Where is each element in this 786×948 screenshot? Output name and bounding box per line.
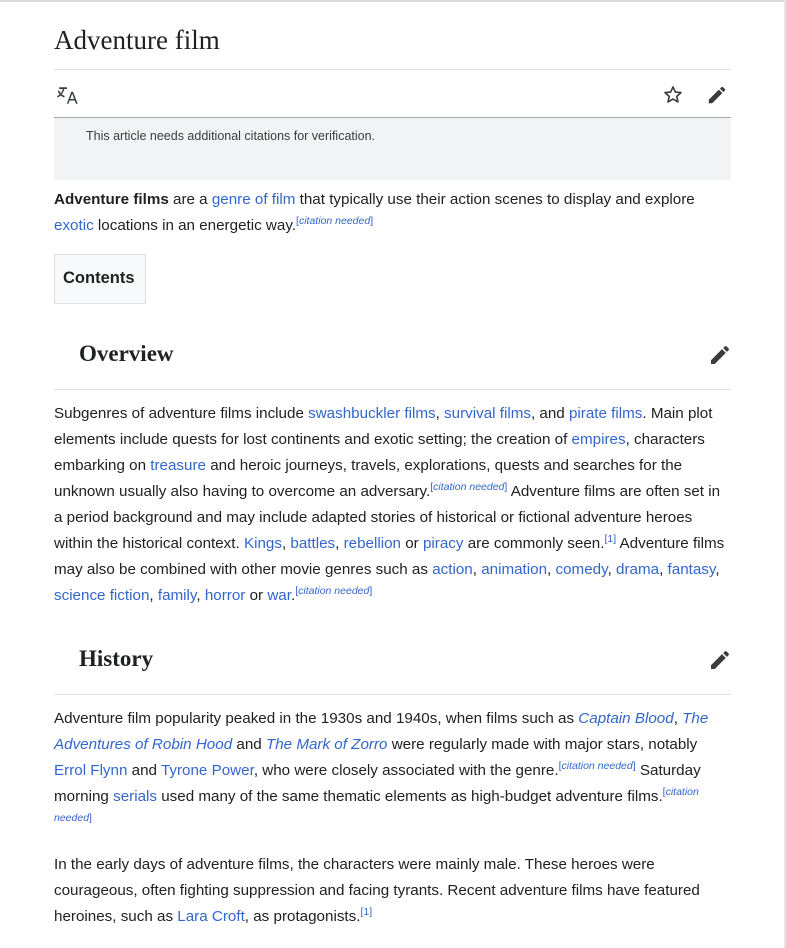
link-science-fiction[interactable]: science fiction [54,587,150,604]
link-horror[interactable]: horror [204,587,246,604]
link-rebellion[interactable]: rebellion [343,535,402,552]
link-errol-flynn[interactable]: Errol Flynn [54,762,128,779]
link-war[interactable]: war [267,587,291,604]
citation-needed-link[interactable]: [citation needed] [295,584,373,597]
link-piracy[interactable]: piracy [422,535,464,552]
text: or [245,587,268,604]
citation-needed-text: citation needed [54,785,699,824]
text: , [435,405,445,422]
text: , [472,561,482,578]
link-animation[interactable]: animation [481,561,548,578]
edit-section-history-icon[interactable] [708,648,732,672]
history-divider [54,694,731,695]
text: , [547,561,556,578]
text: , [673,710,683,727]
text: Saturday morning [54,762,701,805]
citation-needed-link[interactable]: [citation needed] [430,480,508,493]
intro-paragraph [54,187,731,239]
text: . Main plot elements include quests for lost continents and exotic setting; the creation of [54,405,713,448]
text: , who were closely associated with the genre. [253,762,559,779]
section-heading-history: History [79,646,154,671]
text: Adventure films are often set in a period background and may include adapted stories of historical or fictional adventure heroes within the historical context. [54,483,721,552]
star-outline-icon[interactable] [660,82,686,108]
link-kings[interactable]: Kings [243,535,282,552]
text: are a [168,191,212,208]
link-empires[interactable]: empires [571,431,626,448]
link-lara-croft[interactable]: Lara Croft [177,908,245,925]
link-survival-films[interactable]: survival films [444,405,531,422]
link-family[interactable]: family [157,587,197,604]
text: or [401,535,423,552]
history-paragraph-1 [54,706,731,836]
text: , as protagonists. [244,908,361,925]
link-captain-blood[interactable] [578,710,673,727]
edit-section-overview-icon[interactable] [708,343,732,367]
link-text: Captain Blood [578,710,674,727]
link-genre-of-film[interactable]: genre of film [211,191,296,208]
top-border [0,0,786,2]
text: In the early days of adventure films, the characters were mainly male. These heroes were courageous, often fighting suppression and facing tyrants. Recent adventure films have featured heroines, such as [54,856,700,925]
intro-bold-term: Adventure films [54,191,169,208]
text: are commonly seen. [463,535,605,552]
link-comedy[interactable]: comedy [555,561,608,578]
citation-needed-link[interactable]: [citation needed] [54,785,699,824]
text: , [607,561,617,578]
text: were regularly made with major stars, notably [387,736,698,753]
pencil-icon[interactable] [704,82,730,108]
reference-link[interactable]: [1] [604,532,617,545]
link-fantasy[interactable]: fantasy [667,561,716,578]
text: and [232,736,266,753]
link-treasure[interactable]: treasure [150,457,206,474]
citation-needed-text: citation needed [298,584,370,597]
translate-icon[interactable] [55,82,81,108]
link-text: The Mark of Zorro [265,736,388,753]
citation-needed-text: citation needed [561,759,633,772]
link-text: The Adventures of Robin Hood [54,710,709,753]
text: , characters embarking on [54,431,705,474]
citation-notice-box [54,118,731,180]
history-paragraph-2 [54,852,731,930]
link-mark-of-zorro[interactable] [266,736,388,753]
link-swashbuckler-films[interactable]: swashbuckler films [308,405,436,422]
text: , [149,587,158,604]
citation-needed-text: citation needed [433,480,505,493]
citation-needed-text: citation needed [298,214,371,227]
title-divider [54,69,731,70]
overview-divider [54,389,731,390]
text: that typically use their action scenes to display and explore [295,191,695,208]
text: Adventure films may also be combined with other movie genres such as [54,535,725,578]
citation-notice-text: This article needs additional citations for verification. [86,129,376,143]
link-pirate-films[interactable]: pirate films [568,405,643,422]
reference-link[interactable]: [1] [360,905,373,918]
page-toolbar [54,76,731,114]
contents-label: Contents [63,269,135,287]
table-of-contents-toggle[interactable] [54,254,146,304]
citation-needed-link[interactable]: [citation needed] [296,214,374,227]
link-drama[interactable]: drama [616,561,660,578]
text: , [196,587,205,604]
link-battles[interactable]: battles [290,535,336,552]
text: and heroic journeys, travels, explorations, quests and searches for the unknown usually also having to overcome an adversary. [54,457,683,500]
overview-paragraph [54,401,731,609]
text: used many of the same thematic elements as high-budget adventure films. [156,788,663,805]
text: Subgenres of adventure films include [54,405,309,422]
text: , [715,561,720,578]
text: , [659,561,668,578]
text: , and [530,405,569,422]
text: and [127,762,161,779]
section-heading-overview: Overview [79,341,174,366]
text: locations in an energetic way. [93,217,297,234]
citation-needed-link[interactable]: [citation needed] [558,759,636,772]
link-tyrone-power[interactable]: Tyrone Power [160,762,254,779]
text: . [290,587,296,604]
link-exotic[interactable]: exotic [54,217,94,234]
link-serials[interactable]: serials [113,788,157,805]
text: Adventure film popularity peaked in the 1930s and 1940s, when films such as [54,710,579,727]
link-action[interactable]: action [432,561,473,578]
text: , [335,535,344,552]
text: , [281,535,291,552]
page-title: Adventure film [54,25,220,55]
